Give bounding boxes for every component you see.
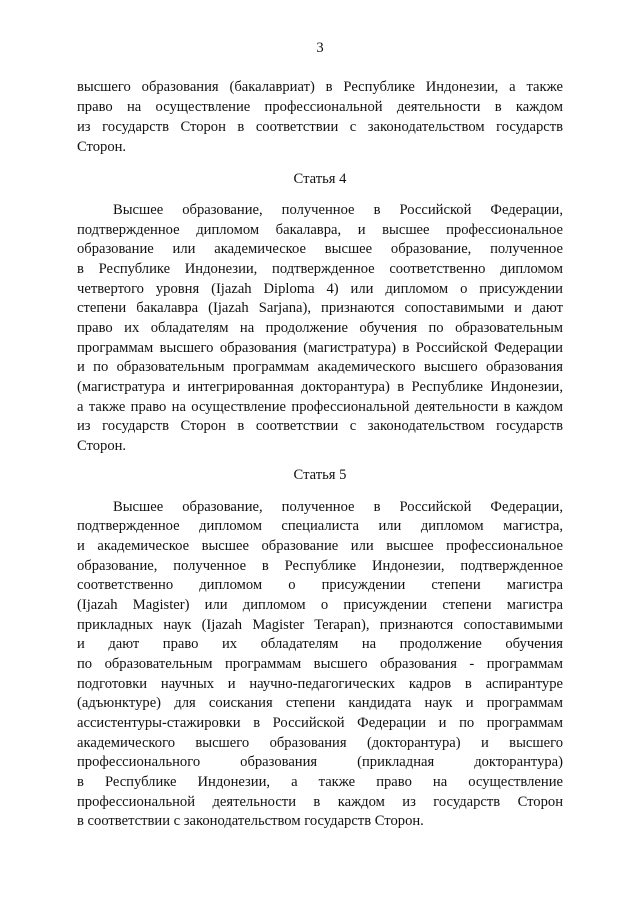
article-4-line: и по образовательным программам академического высшего образования <box>77 359 563 375</box>
article-5-line: и академическое высшее образование или высшее профессиональное <box>77 538 563 554</box>
article-4-line: из государств Сторон в соответствии с законодательством государств <box>77 418 563 434</box>
article-5-line: профессионального образования (прикладная докторантура) <box>77 754 563 770</box>
article-4-heading: Статья 4 <box>293 171 347 187</box>
article-4-line: программам высшего образования (магистратура) в Российской Федерации <box>77 340 563 356</box>
article-5-line: по образовательным программам высшего образования - программам <box>77 656 563 672</box>
page-number: 3 <box>316 40 324 56</box>
article-5-line: (адъюнктуре) для соискания степени кандидата наук и программам <box>77 695 563 711</box>
article-5-line: (Ijazah Magister) или дипломом о присуждении степени магистра <box>77 597 563 613</box>
article-4-line: в Республике Индонезии, подтвержденное соответственно дипломом <box>77 261 563 277</box>
article-4-line: четвертого уровня (Ijazah Diploma 4) или дипломом о присуждении <box>77 281 563 297</box>
article-5-line: подтвержденное дипломом специалиста или дипломом магистра, <box>77 518 563 534</box>
article-4-line: Сторон. <box>77 438 127 454</box>
article-4-line: а также право на осуществление профессиональной деятельности в каждом <box>77 399 563 415</box>
article-5-line: в Республике Индонезии, а также право на осуществление <box>77 774 563 790</box>
article-5-line: в соответствии с законодательством государств Сторон. <box>77 813 424 829</box>
article-4-line: Высшее образование, полученное в Российской Федерации, <box>113 202 563 218</box>
intro-line: Сторон. <box>77 139 127 155</box>
article-5-line: прикладных наук (Ijazah Magister Terapan), признаются сопоставимыми <box>77 617 563 633</box>
article-4-line: образование или академическое высшее образование, полученное <box>77 241 563 257</box>
article-4-line: степени бакалавра (Ijazah Sarjana), признаются сопоставимыми и дают <box>77 300 563 316</box>
article-5-line: и дают право их обладателям на продолжение обучения <box>77 636 563 652</box>
intro-line: право на осуществление профессиональной деятельности в каждом <box>77 99 563 115</box>
article-5-heading: Статья 5 <box>293 467 347 483</box>
article-5-line: ассистентуры-стажировки в Российской Федерации и по программам <box>77 715 563 731</box>
article-5-line: академического высшего образования (докторантура) и высшего <box>77 735 563 751</box>
article-4-line: право их обладателям на продолжение обучения по образовательным <box>77 320 563 336</box>
article-5-line: Высшее образование, полученное в Российской Федерации, <box>113 499 563 515</box>
article-4-line: подтвержденное дипломом бакалавра, и высшее профессиональное <box>77 222 563 238</box>
article-5-line: профессиональной деятельности в каждом из государств Сторон <box>77 794 563 810</box>
article-4-line: (магистратура и интегрированная докторантура) в Республике Индонезии, <box>77 379 563 395</box>
intro-line: высшего образования (бакалавриат) в Республике Индонезии, а также <box>77 79 563 95</box>
article-5-line: подготовки научных и научно-педагогических кадров в аспирантуре <box>77 676 563 692</box>
intro-line: из государств Сторон в соответствии с законодательством государств <box>77 119 563 135</box>
article-5-line: соответственно дипломом о присуждении степени магистра <box>77 577 563 593</box>
article-5-line: образование, полученное в Республике Индонезии, подтвержденное <box>77 558 563 574</box>
